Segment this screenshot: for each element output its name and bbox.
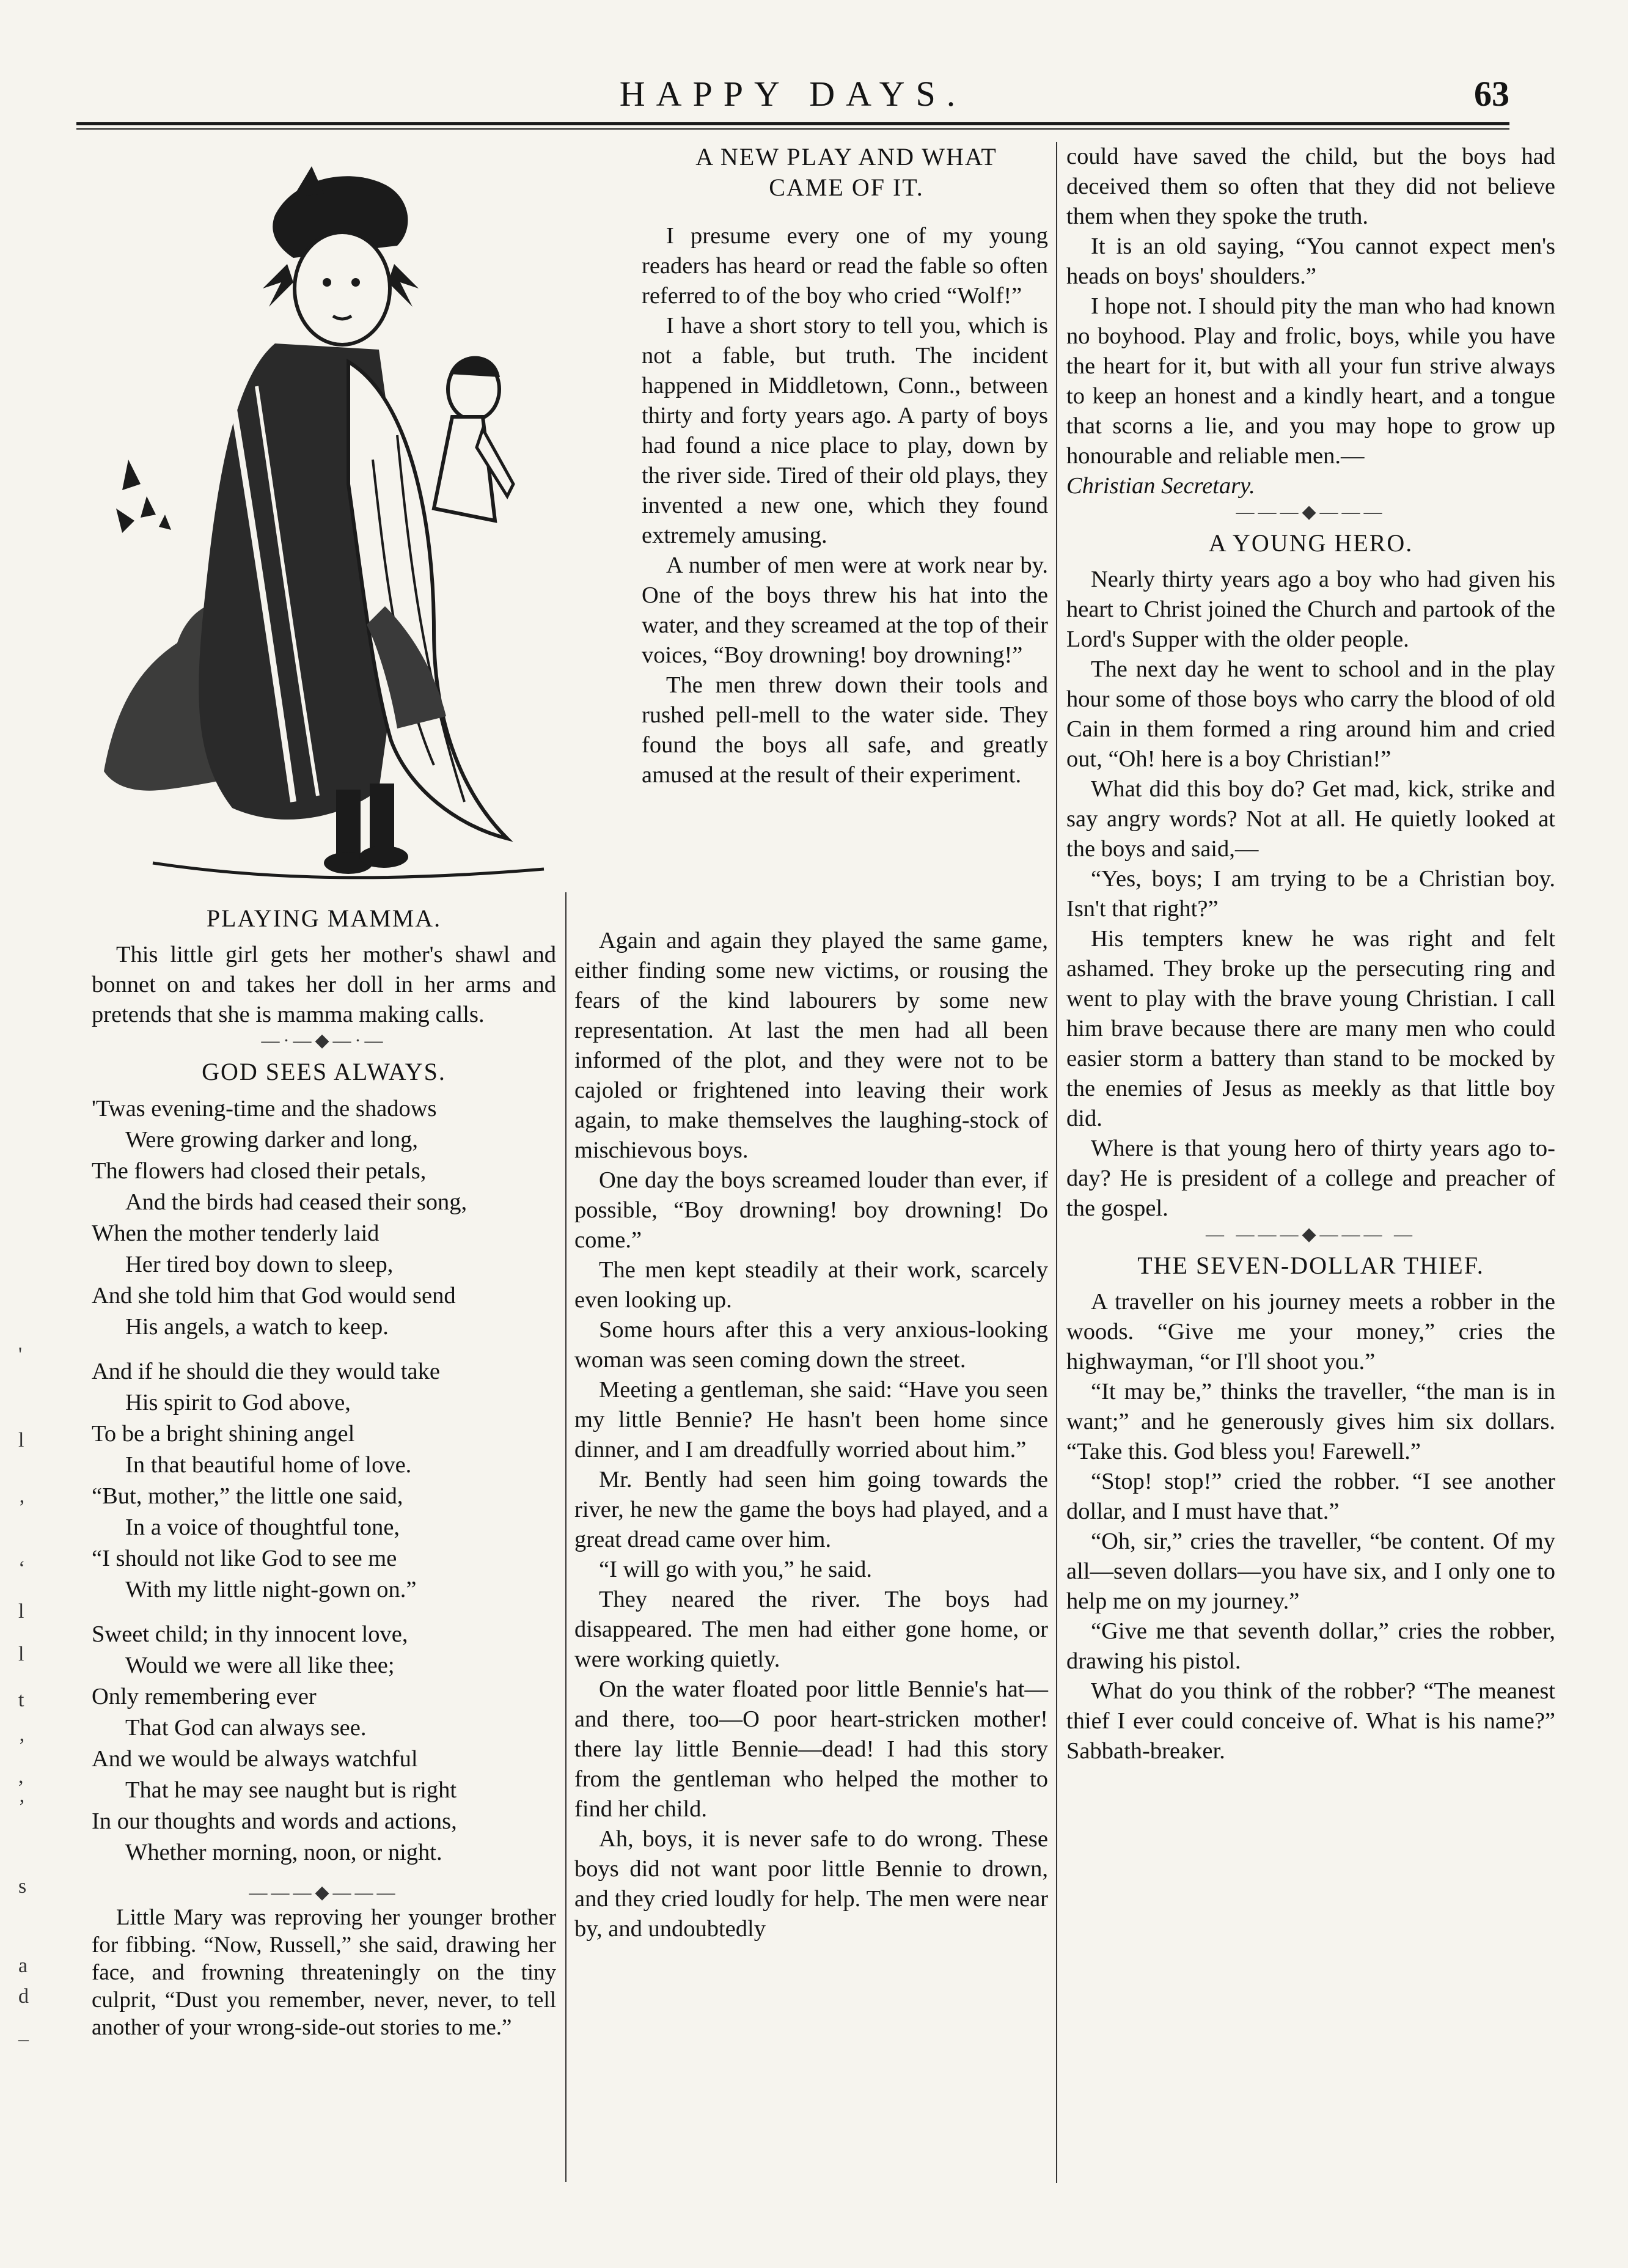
hero-paragraph: “Yes, boys; I am trying to be a Christian boy. Isn't that right?”	[1066, 866, 1555, 922]
paragraph-playing-mamma: This little girl gets her mother's shawl and bonnet on and takes her doll in her arms and pretends that she is mamma making calls.	[92, 942, 556, 1027]
masthead	[76, 66, 1509, 115]
separator: ———◆———	[249, 1882, 399, 1903]
poem-line: His angels, a watch to keep.	[125, 1314, 389, 1340]
poem-line: Only remembering ever	[92, 1684, 317, 1709]
column-rule-1	[565, 892, 566, 2182]
story-paragraph: could have saved the child, but the boys had deceived them so often that they did not believe them when they spoke the truth.	[1066, 144, 1555, 229]
story-paragraph: Meeting a gentleman, she said: “Have you seen my little Bennie? He hasn't been home since dinner, and I am dreadfully worried about him.”	[574, 1377, 1048, 1462]
column-3	[1066, 142, 1555, 1766]
margin-mark: '	[18, 1343, 23, 1366]
story-paragraph: They neared the river. The boys had disappeared. The men had either gone home, or were working quietly.	[574, 1587, 1048, 1672]
poem-stanza-1	[92, 1093, 556, 1343]
poem-line: Her tired boy down to sleep,	[125, 1252, 394, 1277]
separator: — ———◆——— —	[1205, 1224, 1417, 1244]
story-paragraph: I hope not. I should pity the man who had known no boyhood. Play and frolic, boys, while you have the heart for it, but with all your fun strive always to keep an honest and a kindly heart, and a tongue that scorns a lie, and you may hope to grow up honourable and reliable men.—	[1066, 293, 1555, 469]
separator: ———◆———	[1236, 502, 1386, 522]
poem-line: “I should not like God to see me	[92, 1546, 397, 1571]
story-paragraph: One day the boys screamed louder than ever, if possible, “Boy drowning! boy drowning! Do come.”	[574, 1167, 1048, 1253]
heading-playing-mamma: PLAYING MAMMA.	[206, 905, 442, 932]
poem-line: That God can always see.	[125, 1715, 367, 1741]
margin-mark: ʻ	[18, 1557, 26, 1580]
separator: —·—◆—·—	[261, 1030, 387, 1051]
heading-god-sees-always: GOD SEES ALWAYS.	[202, 1058, 446, 1085]
column-2-wide	[574, 926, 1048, 1944]
hero-paragraph: What did this boy do? Get mad, kick, strike and say angry words? Not at all. He quietly looked at the boys and said,—	[1066, 776, 1555, 862]
header-rule	[76, 122, 1509, 125]
heading-new-play-line2: CAME OF IT.	[769, 174, 924, 201]
poem-line: In that beautiful home of love.	[125, 1452, 412, 1478]
poem-line: In a voice of thoughtful tone,	[125, 1514, 400, 1540]
hero-paragraph: The next day he went to school and in the play hour some of those boys who carry the blood of old Cain in them formed a ring around him and cried out, “Oh! here is a boy Christian!”	[1066, 656, 1555, 772]
story-paragraph: I have a short story to tell you, which is not a fable, but truth. The incident happened in Middletown, Conn., between thirty and forty years ago. A party of boys had found a nice place to play, down by the river side. Tired of their old plays, they invented a new one, which they found extremely amusing.	[642, 313, 1048, 548]
story-paragraph: Mr. Bently had seen him going towards the river, he new the game the boys had played, and a great dread came over him.	[574, 1467, 1048, 1552]
poem-line: And we would be always watchful	[92, 1746, 418, 1772]
poem-god-sees-always	[92, 1093, 556, 1868]
story-paragraph: I presume every one of my young readers has heard or read the fable so often referred to of the boy who cried “Wolf!”	[642, 223, 1048, 309]
thief-paragraph: “It may be,” thinks the traveller, “the man is in want;” and he generously gives him six dollars. “Take this. God bless you! Farewell.”	[1066, 1379, 1555, 1464]
heading-seven-dollar-thief: THE SEVEN-DOLLAR THIEF.	[1137, 1252, 1484, 1279]
hero-paragraph: Where is that young hero of thirty years ago to-day? He is president of a college and preacher of the gospel.	[1066, 1136, 1555, 1221]
poem-line: When the mother tenderly laid	[92, 1220, 380, 1246]
margin-mark: ’	[18, 1734, 26, 1757]
story-paragraph: A number of men were at work near by. One of the boys threw his hat into the water, and they screamed at the top of their voices, “Boy drowning! boy drowning!”	[642, 552, 1048, 668]
margin-mark: l	[18, 1429, 24, 1451]
margin-mark: a	[18, 1954, 28, 1977]
margin-mark: l	[18, 1600, 24, 1623]
thief-paragraph: “Stop! stop!” cried the robber. “I see another dollar, and I must have that.”	[1066, 1469, 1555, 1524]
heading-new-play-line1: A NEW PLAY AND WHAT	[695, 143, 997, 171]
poem-line: His spirit to God above,	[125, 1390, 351, 1415]
poem-line: In our thoughts and words and actions,	[92, 1808, 457, 1834]
page-number: 63	[1474, 74, 1509, 114]
hero-paragraph: His tempters knew he was right and felt ashamed. They broke up the persecuting ring and went to play with the brave young Christian. I call him brave because there are many men who could easier storm a battery than stand to be mocked by the enemies of Jesus as meekly as that little boy did.	[1066, 926, 1555, 1131]
column-1	[92, 898, 556, 2041]
margin-mark: ,	[18, 1765, 24, 1788]
girl-with-doll-illustration	[92, 142, 593, 897]
thief-paragraph: A traveller on his journey meets a robber in the woods. “Give me your money,” cries the highwayman, “or I'll shoot you.”	[1066, 1289, 1555, 1374]
margin-mark: d	[18, 1985, 29, 2008]
thief-paragraph: “Give me that seventh dollar,” cries the robber, drawing his pistol.	[1066, 1618, 1555, 1674]
poem-stanza-3	[92, 1619, 556, 1868]
margin-mark: ’	[18, 1496, 26, 1519]
header-rule-thin	[76, 128, 1509, 130]
poem-line: “But, mother,” the little one said,	[92, 1483, 403, 1509]
story-paragraph: Again and again they played the same game, either finding some new victims, or rousing the fears of the kind labourers by some new representation. At last the men had all been informed of the plot, and they were not to be cajoled or frightened into leaving their work again, to make themselves the laughing-stock of mischievous boys.	[574, 928, 1048, 1163]
poem-line: And she told him that God would send	[92, 1283, 456, 1308]
margin-mark: s	[18, 1875, 27, 1898]
story-paragraph: The men threw down their tools and rushed pell-mell to the water side. They found the boys all safe, and greatly amused at the result of their experiment.	[642, 672, 1048, 788]
poem-line: And if he should die they would take	[92, 1359, 440, 1384]
poem-line: That he may see naught but is right	[125, 1777, 457, 1803]
poem-stanza-2	[92, 1356, 556, 1606]
thief-paragraph: “Oh, sir,” cries the traveller, “be content. Of my all—seven dollars—you have six, and I only one to help me on my journey.”	[1066, 1529, 1555, 1614]
poem-line: 'Twas evening-time and the shadows	[92, 1096, 437, 1121]
poem-line: And the birds had ceased their song,	[125, 1189, 468, 1215]
column-rule-2	[1056, 142, 1057, 2183]
hero-paragraph: Nearly thirty years ago a boy who had given his heart to Christ joined the Church and partook of the Lord's Supper with the older people.	[1066, 567, 1555, 652]
poem-line: Whether morning, noon, or night.	[125, 1840, 442, 1865]
poem-line: The flowers had closed their petals,	[92, 1158, 427, 1184]
column-2-narrow	[642, 221, 1048, 790]
source-credit: Christian Secretary.	[1066, 473, 1255, 499]
thief-paragraph: What do you think of the robber? “The meanest thief I ever could conceive of. What is his name?” Sabbath-breaker.	[1066, 1678, 1555, 1764]
poem-line: With my little night-gown on.”	[125, 1577, 417, 1602]
story-paragraph: “I will go with you,” he said.	[599, 1557, 872, 1582]
heading-young-hero: A YOUNG HERO.	[1208, 529, 1414, 557]
story-paragraph: The men kept steadily at their work, scarcely even looking up.	[574, 1257, 1048, 1313]
illustration-svg	[92, 142, 593, 897]
column-2-top	[611, 142, 1082, 209]
margin-mark: t	[18, 1689, 24, 1711]
poem-line: Were growing darker and long,	[125, 1127, 419, 1153]
story-paragraph: On the water floated poor little Bennie's hat—and there, too—O poor heart-stricken mother! there lay little Bennie—dead! I had this story from the gentleman who helped the mother to find her child.	[574, 1676, 1048, 1822]
story-paragraph: It is an old saying, “You cannot expect men's heads on boys' shoulders.”	[1066, 233, 1555, 289]
poem-line: Sweet child; in thy innocent love,	[92, 1621, 408, 1647]
page-title: HAPPY DAYS.	[619, 74, 967, 114]
poem-line: To be a bright shining angel	[92, 1421, 355, 1447]
margin-mark: ’	[18, 1796, 26, 1818]
story-paragraph: Some hours after this a very anxious-looking woman was seen coming down the street.	[574, 1317, 1048, 1373]
story-paragraph: Ah, boys, it is never safe to do wrong. These boys did not want poor little Bennie to drown, and they cried loudly for help. The men were near by, and undoubtedly	[574, 1826, 1048, 1942]
margin-mark: l	[18, 1643, 24, 1665]
margin-mark: ‒	[18, 2028, 29, 2050]
poem-line: Would we were all like thee;	[125, 1653, 395, 1678]
paragraph-little-mary: Little Mary was reproving her younger brother for fibbing. “Now, Russell,” she said, drawing her face, and frowning threateningly on the tiny culprit, “Dust you remember, never, never, to tell another of your wrong-side-out stories to me.”	[92, 1905, 556, 2040]
